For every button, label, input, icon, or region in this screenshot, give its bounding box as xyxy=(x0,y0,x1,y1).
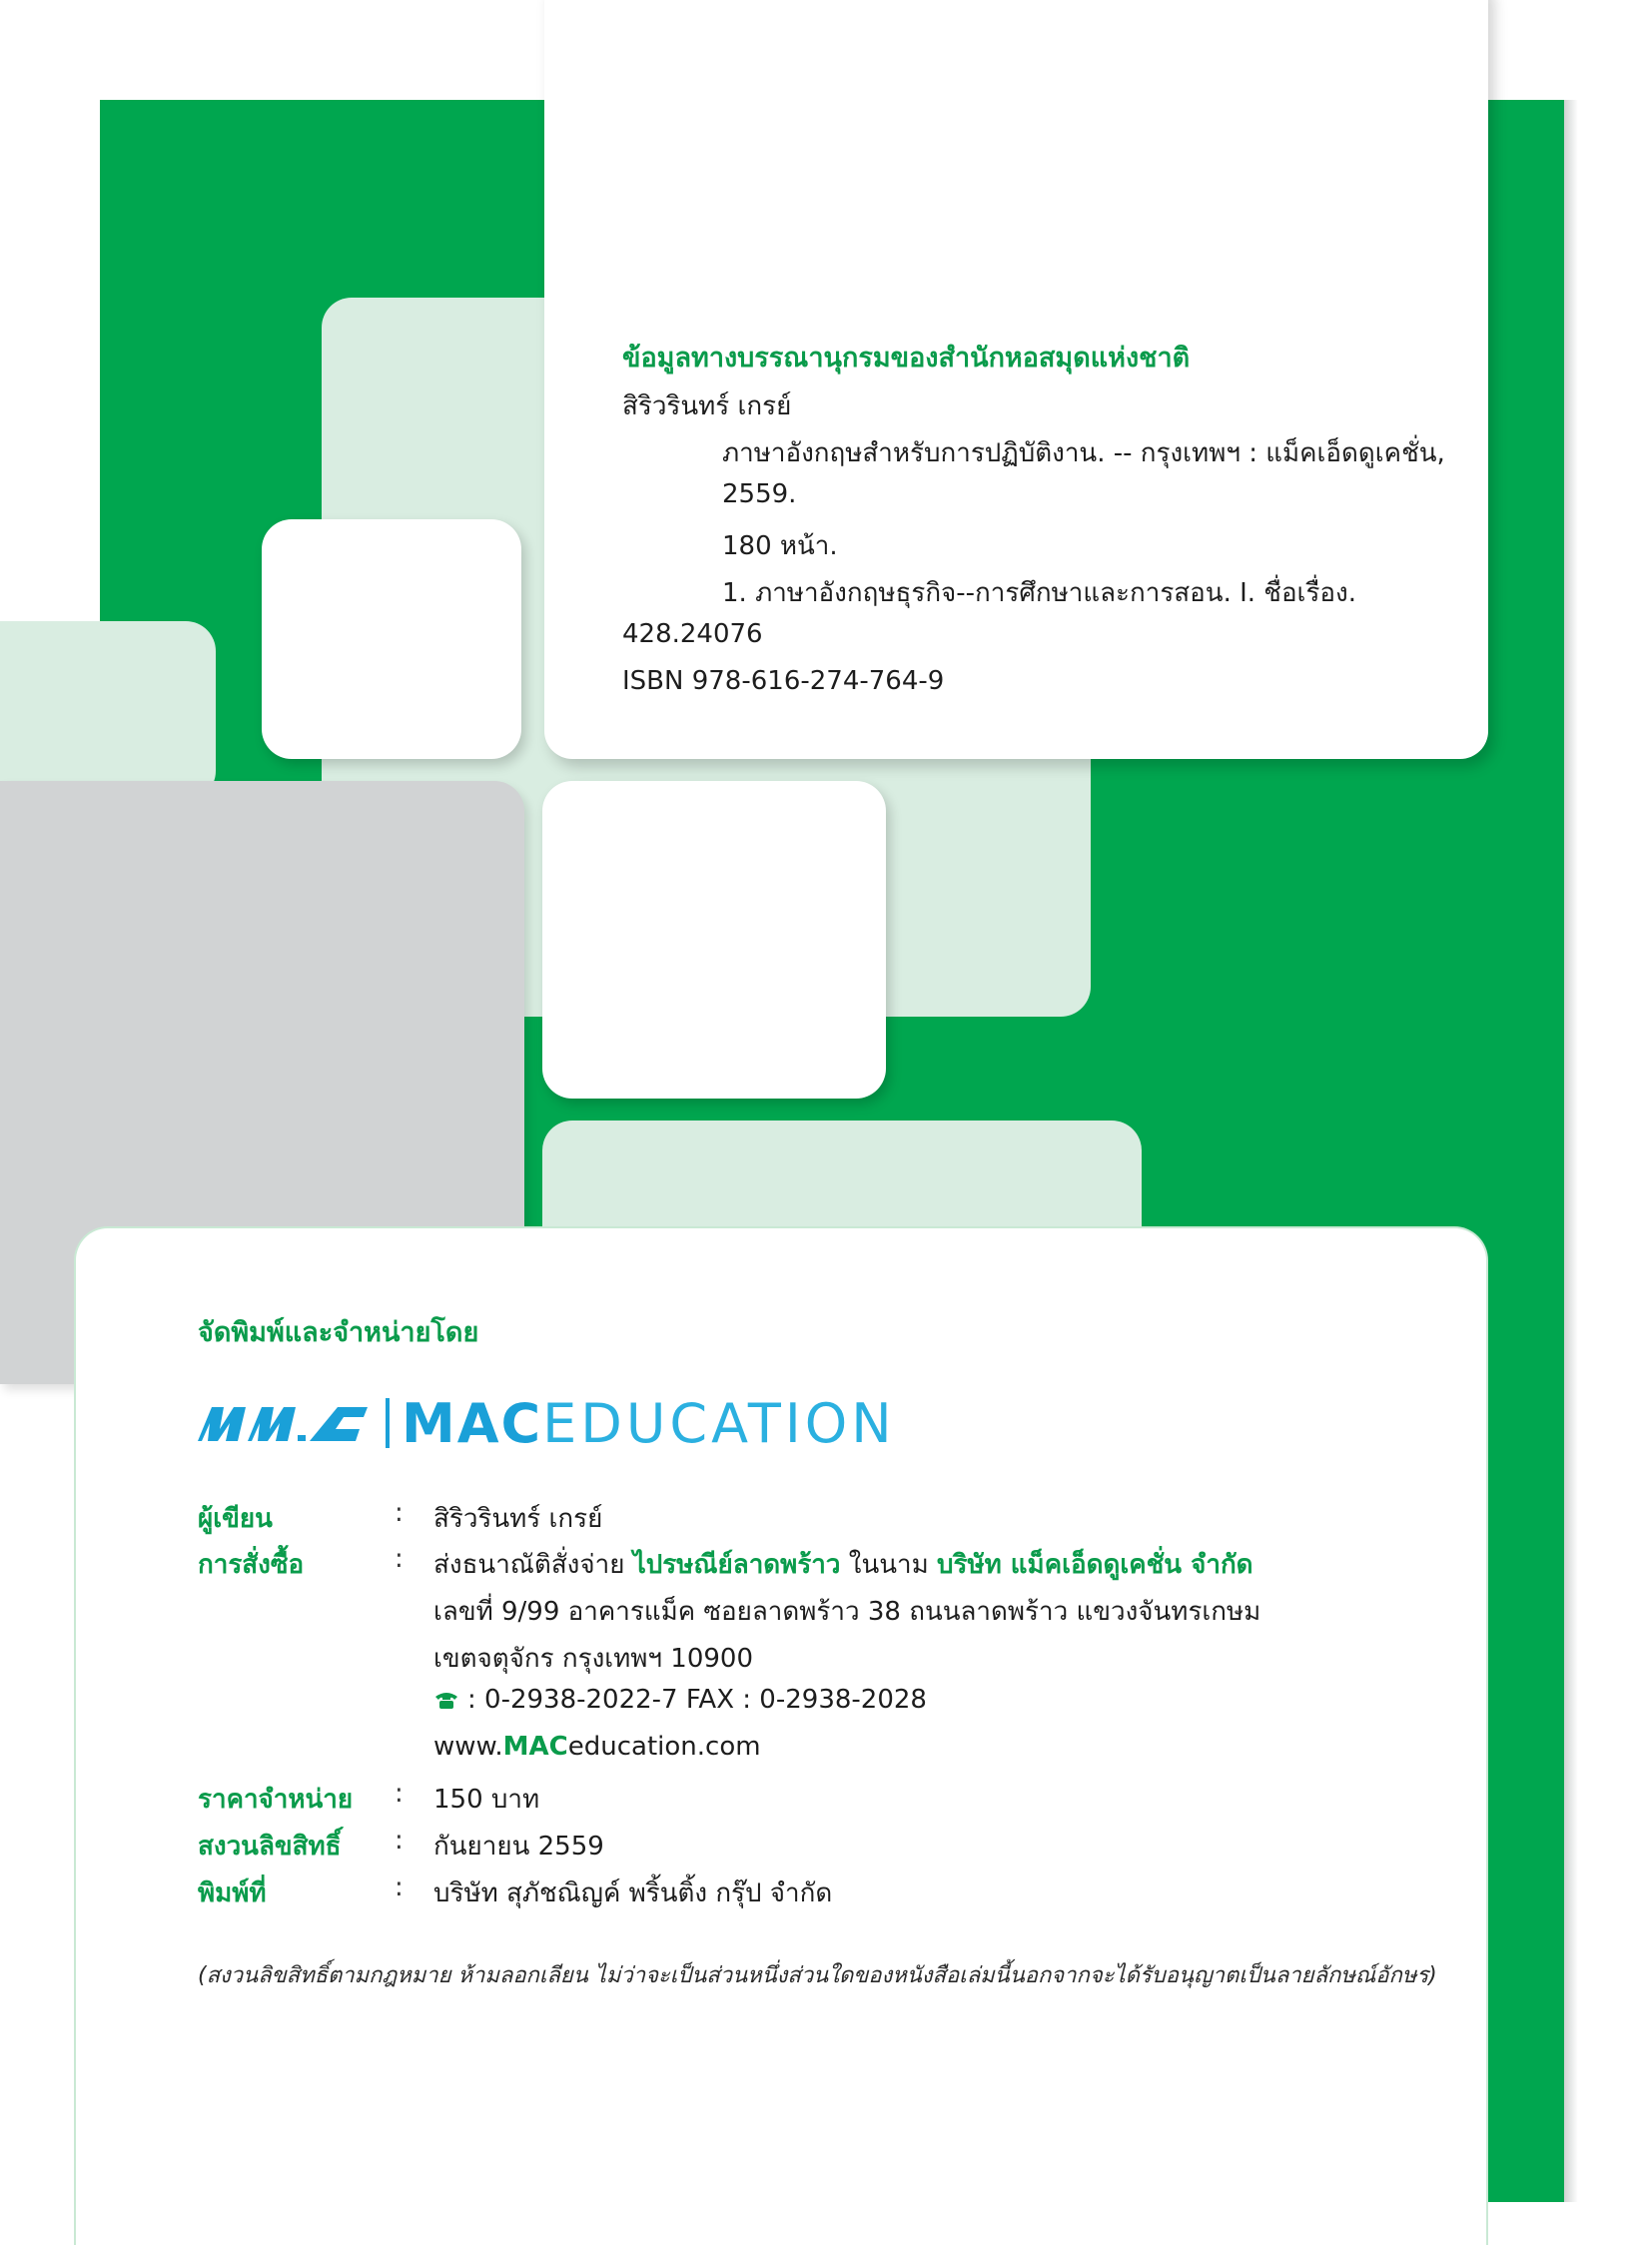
printer-label: พิมพ์ที่ xyxy=(198,1878,267,1908)
author-value: สิริวรินทร์ เกรย์ xyxy=(433,1504,603,1534)
catalog-line2: 2559. xyxy=(722,479,797,509)
catalog-title: ข้อมูลทางบรรณานุกรมของสำนักหอสมุดแห่งชาติ xyxy=(622,343,1191,374)
mac-logo-icon xyxy=(198,1401,374,1445)
catalog-classification: 428.24076 xyxy=(622,619,763,649)
address-line2: เขตจตุจักร กรุงเทพฯ 10900 xyxy=(433,1644,754,1674)
order-colon: : xyxy=(395,1544,404,1574)
pale-green-tile-left xyxy=(0,621,216,801)
address-line1: เลขที่ 9/99 อาคารแม็ค ซอยลาดพร้าว 38 ถนนลาดพร้าว แขวงจันทรเกษม xyxy=(433,1597,1261,1627)
publisher-card xyxy=(74,1226,1488,2245)
copyright-value: กันยายน 2559 xyxy=(433,1832,604,1862)
copyright-note: (สงวนลิขสิทธิ์ตามกฎหมาย ห้ามลอกเลียน ไม่ว่าจะเป็นส่วนหนึ่งส่วนใดของหนังสือเล่มนี้นอกจากจะได้รับอนุญาตเป็นลายลักษณ์อักษร) xyxy=(198,1963,1437,1988)
copyright-colon: : xyxy=(395,1826,404,1856)
price-value: 150 บาท xyxy=(433,1785,540,1815)
price-colon: : xyxy=(395,1779,404,1809)
website-link[interactable]: www.MACeducation.com xyxy=(433,1732,761,1762)
printer-value: บริษัท สุภัชณิญค์ พริ้นติ้ง กรุ๊ป จำกัด xyxy=(433,1878,833,1908)
catalog-author: สิริวรินทร์ เกรย์ xyxy=(622,391,792,421)
phone-numbers: : 0-2938-2022-7 FAX : 0-2938-2028 xyxy=(467,1685,927,1715)
catalog-subject: 1. ภาษาอังกฤษธุรกิจ--การศึกษาและการสอน. I. ชื่อเรื่อง. xyxy=(722,578,1356,608)
price-label: ราคาจำหน่าย xyxy=(198,1785,354,1815)
printer-colon: : xyxy=(395,1872,404,1902)
page-edge-shadow xyxy=(1564,100,1578,2202)
catalog-line1: ภาษาอังกฤษสำหรับการปฏิบัติงาน. -- กรุงเทพฯ : แม็คเอ็ดดูเคชั่น, xyxy=(722,438,1445,468)
author-label: ผู้เขียน xyxy=(198,1504,273,1534)
author-colon: : xyxy=(395,1498,404,1528)
white-tile xyxy=(262,519,521,759)
publisher-heading: จัดพิมพ์และจำหน่ายโดย xyxy=(198,1317,479,1348)
catalog-isbn: ISBN 978-616-274-764-9 xyxy=(622,666,945,696)
catalog-pages: 180 หน้า. xyxy=(722,531,838,561)
phone-icon xyxy=(433,1689,459,1711)
order-label: การสั่งซื้อ xyxy=(198,1550,305,1580)
logo-divider xyxy=(386,1398,390,1448)
logo-wordmark: MACEDUCATION xyxy=(402,1391,896,1455)
mac-education-logo xyxy=(198,1383,896,1463)
order-value: ส่งธนาณัติสั่งจ่าย ไปรษณีย์ลาดพร้าว ในนาม บริษัท แม็คเอ็ดดูเคชั่น จำกัด xyxy=(433,1550,1253,1580)
copyright-label: สงวนลิขสิทธิ์ xyxy=(198,1832,342,1862)
phone-line xyxy=(433,1685,927,1715)
white-tile-center xyxy=(542,781,886,1099)
